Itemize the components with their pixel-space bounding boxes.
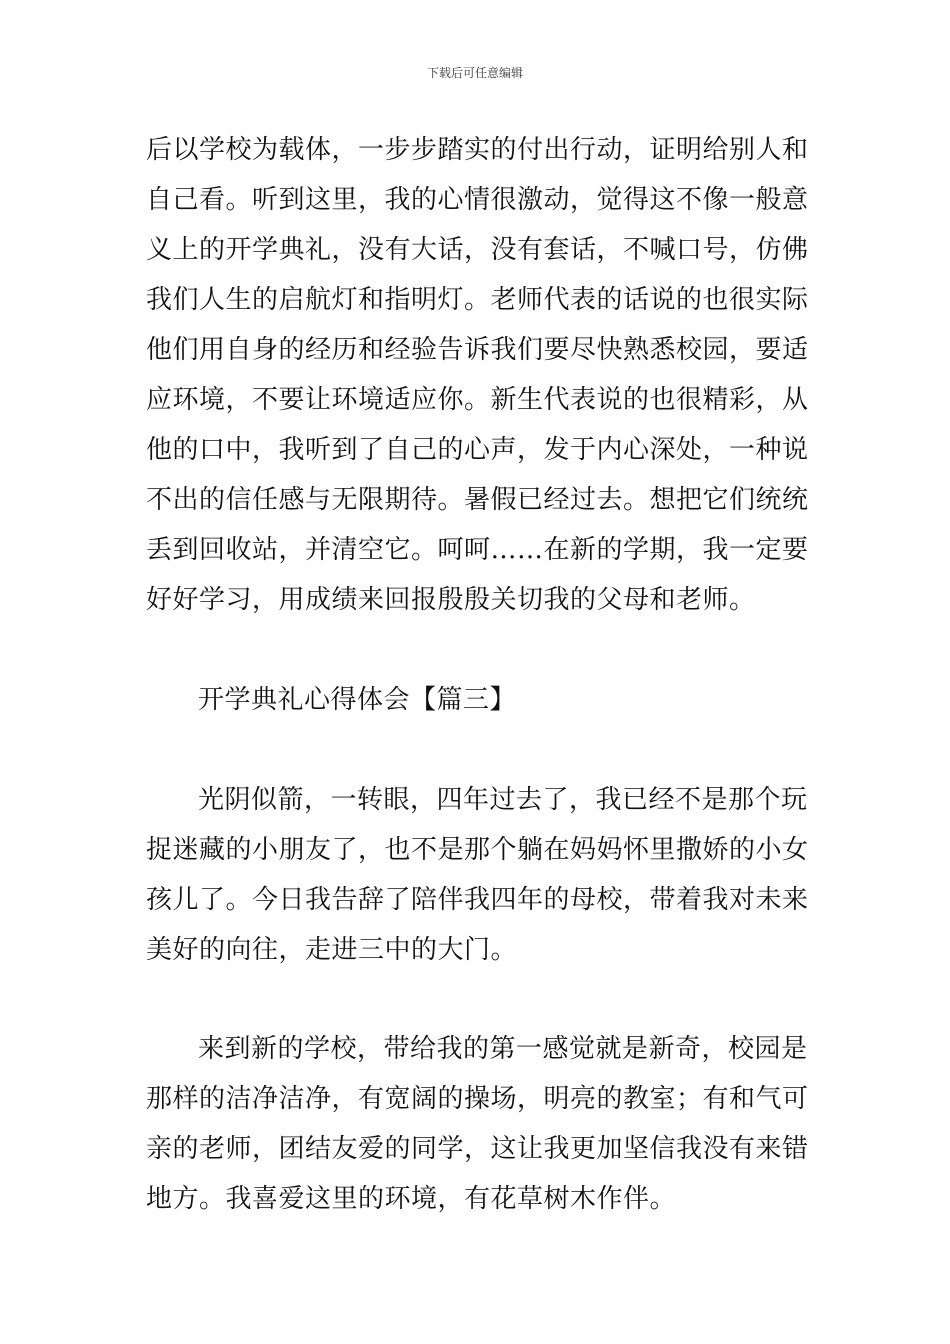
text-line: 孩儿了。今日我告辞了陪伴我四年的母校，带着我对未来 [146, 885, 809, 915]
paragraph [146, 775, 818, 975]
text-line: 他们用自身的经历和经验告诉我们要尽快熟悉校园，要适 [146, 335, 809, 365]
text-line: 美好的向往，走进三中的大门。 [146, 935, 518, 965]
paragraph [146, 125, 818, 625]
text-line: 不出的信任感与无限期待。暑假已经过去。想把它们统统 [146, 485, 809, 515]
text-line: 那样的洁净洁净，有宽阔的操场，明亮的教室；有和气可 [146, 1084, 809, 1114]
text-line: 来到新的学校，带给我的第一感觉就是新奇，校园是 [198, 1034, 808, 1064]
text-line: 应环境，不要让环境适应你。新生代表说的也很精彩，从 [146, 385, 809, 415]
section-title: 开学典礼心得体会【篇三】 [198, 685, 517, 715]
text-line: 他的口中，我听到了自己的心声，发于内心深处，一种说 [146, 435, 809, 465]
text-line: 后以学校为载体，一步步踏实的付出行动，证明给别人和 [146, 135, 809, 165]
text-line: 亲的老师，团结友爱的同学，这让我更加坚信我没有来错 [146, 1134, 809, 1164]
section-heading [146, 675, 818, 725]
text-line: 光阴似箭，一转眼，四年过去了，我已经不是那个玩 [198, 785, 808, 815]
text-line: 丢到回收站，并清空它。呵呵……在新的学期，我一定要 [146, 535, 809, 565]
text-line: 我们人生的启航灯和指明灯。老师代表的话说的也很实际 [146, 285, 809, 315]
text-line: 好好学习，用成绩来回报殷殷关切我的父母和老师。 [146, 585, 756, 615]
text-line: 地方。我喜爱这里的环境，有花草树木作伴。 [146, 1184, 677, 1214]
page-header: 下载后可任意编辑 [426, 66, 523, 80]
text-line: 义上的开学典礼，没有大话，没有套话，不喊口号，仿佛 [146, 235, 809, 265]
paragraph [146, 1024, 818, 1224]
text-line: 捉迷藏的小朋友了，也不是那个躺在妈妈怀里撒娇的小女 [146, 835, 809, 865]
text-line: 自己看。听到这里，我的心情很激动，觉得这不像一般意 [146, 185, 809, 215]
